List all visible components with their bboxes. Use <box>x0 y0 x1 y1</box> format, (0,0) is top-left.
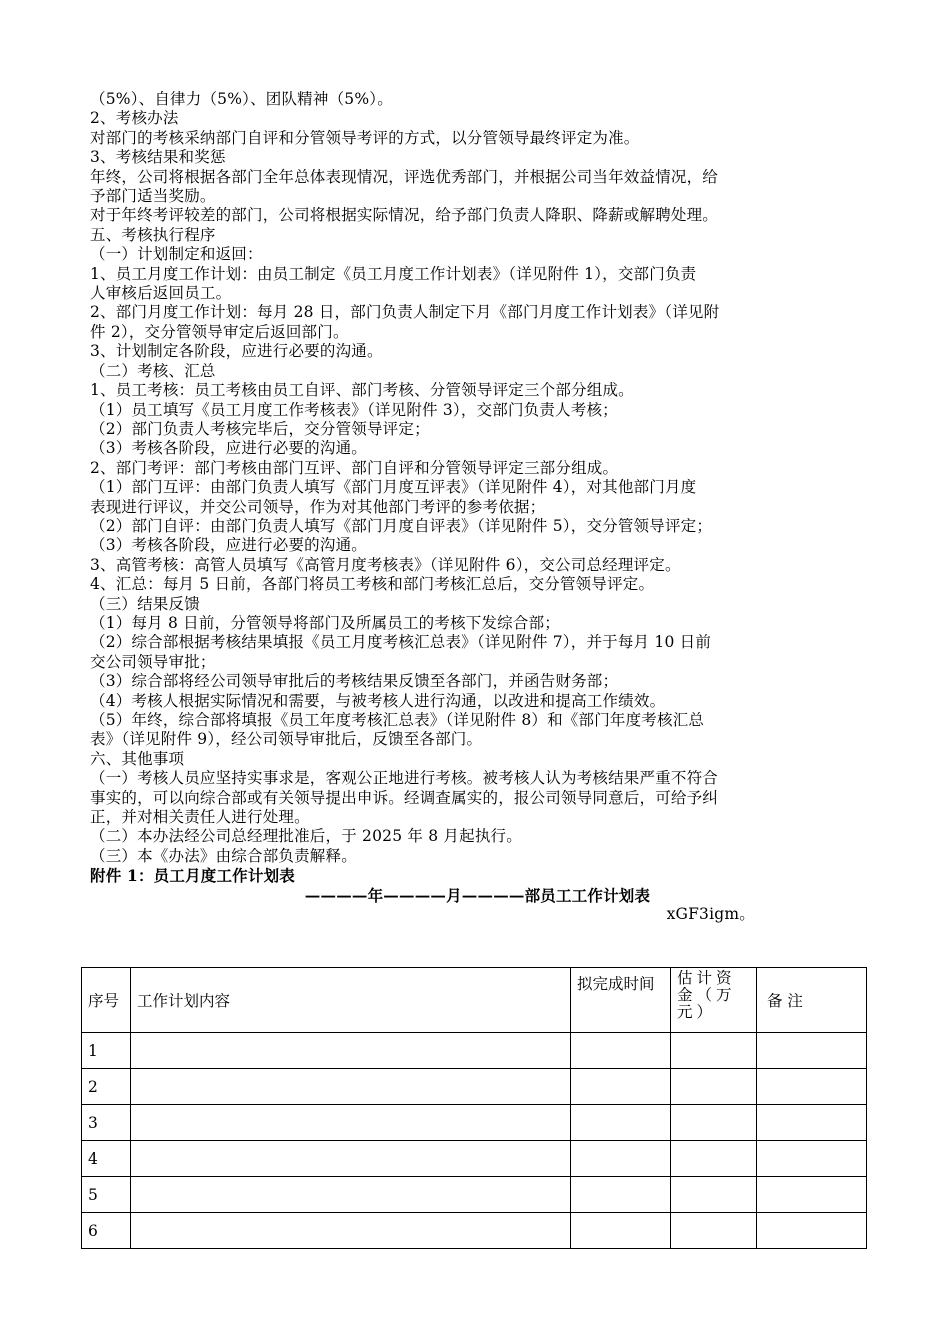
text-line: 对于年终考评较差的部门，公司将根据实际情况，给予部门负责人降职、降薪或解聘处理。 <box>90 206 719 225</box>
table-cell <box>757 1105 867 1141</box>
table-cell <box>671 1213 757 1249</box>
text-line: 2、部门月度工作计划：每月 28 日，部门负责人制定下月《部门月度工作计划表》（详见附 <box>90 303 720 322</box>
text-line: 1、员工月度工作计划：由员工制定《员工月度工作计划表》（详见附件 1），交部门负责 <box>90 264 697 283</box>
row-number: 3 <box>82 1105 131 1141</box>
table-cell <box>571 1213 671 1249</box>
text-line: 年终，公司将根据各部门全年总体表现情况，评选优秀部门，并根据公司当年效益情况，给 <box>90 167 719 186</box>
table-body <box>82 1033 867 1249</box>
table-row <box>82 1069 867 1105</box>
table-cell <box>757 1177 867 1213</box>
table-cell <box>671 1177 757 1213</box>
table-row <box>82 1177 867 1213</box>
table-row <box>82 1105 867 1141</box>
table-cell <box>571 1105 671 1141</box>
text-line: 2、部门考评：部门考核由部门互评、部门自评和分管领导评定三部分组成。 <box>90 458 619 477</box>
text-line: 3、计划制定各阶段，应进行必要的沟通。 <box>90 342 383 361</box>
row-number: 1 <box>82 1033 131 1069</box>
text-line: 2、考核办法 <box>90 109 179 128</box>
header-remarks: 备 注 <box>757 968 867 1033</box>
work-plan-table <box>81 967 867 1249</box>
row-number: 6 <box>82 1213 131 1249</box>
table-cell <box>671 1069 757 1105</box>
text-line: （一）计划制定和返回： <box>90 245 263 264</box>
text-line: 人审核后返回员工。 <box>90 284 232 303</box>
text-line: 4、汇总：每月 5 日前，各部门将员工考核和部门考核汇总后，交分管领导评定。 <box>90 575 655 594</box>
header-funds: 估计资金（万元） <box>671 968 757 1033</box>
text-line: （2）部门负责人考核完毕后，交分管领导评定； <box>90 419 430 438</box>
text-line: 五、考核执行程序 <box>90 225 216 244</box>
text-line: 六、其他事项 <box>90 749 185 768</box>
text-line: （1）每月 8 日前，分管领导将部门及所属员工的考核下发综合部； <box>90 613 560 632</box>
table-cell <box>757 1069 867 1105</box>
table-row <box>82 1141 867 1177</box>
table-title: ————年————月————部员工工作计划表 <box>304 885 651 905</box>
text-line: （5）年终，综合部将填报《员工年度考核汇总表》（详见附件 8）和《部门年度考核汇总 <box>90 711 705 729</box>
table-cell <box>757 1141 867 1177</box>
text-line: （一）考核人员应坚持实事求是，客观公正地进行考核。被考核人认为考核结果严重不符合 <box>90 769 719 788</box>
table-cell <box>131 1033 571 1069</box>
text-line: 交公司领导审批； <box>90 652 216 671</box>
table-header-row <box>82 968 867 1033</box>
table-cell <box>571 1033 671 1069</box>
text-line: （3）综合部将经公司领导审批后的考核结果反馈至各部门，并函告财务部； <box>90 672 619 691</box>
table-cell <box>571 1069 671 1105</box>
table-cell <box>131 1105 571 1141</box>
text-line: （3）考核各阶段，应进行必要的沟通。 <box>90 536 367 555</box>
table-cell <box>757 1033 867 1069</box>
table-row <box>82 1033 867 1069</box>
text-line: （1）部门互评：由部门负责人填写《部门月度互评表》（详见附件 4），对其他部门月度 <box>90 478 697 497</box>
text-line: （二）考核、汇总 <box>90 361 216 380</box>
text-line: （2）部门自评：由部门负责人填写《部门月度自评表》（详见附件 5），交分管领导评定； <box>90 516 713 535</box>
table-cell <box>131 1213 571 1249</box>
text-line: （1）员工填写《员工月度工作考核表》（详见附件 3），交部门负责人考核； <box>90 400 618 419</box>
header-content: 工作计划内容 <box>131 968 571 1033</box>
row-number: 5 <box>82 1177 131 1213</box>
header-deadline: 拟完成时间 <box>571 968 671 1033</box>
table-cell <box>671 1141 757 1177</box>
table-cell <box>571 1177 671 1213</box>
text-line: 事实的，可以向综合部或有关领导提出申诉。经调查属实的，报公司领导同意后，可给予纠 <box>90 788 719 807</box>
text-line: （2）综合部根据考核结果填报《员工月度考核汇总表》（详见附件 7），并于每月 10 日前 <box>90 633 712 652</box>
table-cell <box>131 1069 571 1105</box>
text-line: 表》（详见附件 9），经公司领导审批后，反馈至各部门。 <box>90 730 483 749</box>
text-line: （三）结果反馈 <box>90 594 200 613</box>
row-number: 2 <box>82 1069 131 1105</box>
table-cell <box>671 1033 757 1069</box>
text-line: （三）本《办法》由综合部负责解释。 <box>90 846 357 865</box>
text-line: 3、考核结果和奖惩 <box>90 148 226 167</box>
text-line: 正，并对相关责任人进行处理。 <box>90 808 310 827</box>
table-cell <box>671 1105 757 1141</box>
text-line: （二）本办法经公司总经理批准后，于 2025 年 8 月起执行。 <box>90 827 522 846</box>
header-seq: 序号 <box>82 968 131 1033</box>
table-cell <box>131 1177 571 1213</box>
table-cell <box>131 1141 571 1177</box>
text-line: 对部门的考核采纳部门自评和分管领导考评的方式，以分管领导最终评定为准。 <box>90 128 640 147</box>
paragraph-lines <box>90 90 865 866</box>
attachment-heading: 附件 1：员工月度工作计划表 <box>90 866 295 886</box>
text-line: 3、高管考核：高管人员填写《高管月度考核表》（详见附件 6），交公司总经理评定。 <box>90 555 681 574</box>
document-body <box>90 90 865 923</box>
table-cell <box>757 1213 867 1249</box>
text-line: 表现进行评议，并交公司领导，作为对其他部门考评的参考依据； <box>90 497 546 516</box>
table-row <box>82 1213 867 1249</box>
text-line: （3）考核各阶段，应进行必要的沟通。 <box>90 439 367 458</box>
table-suffix: xGF3igm。 <box>666 905 755 924</box>
text-line: 件 2），交分管领导审定后返回部门。 <box>90 322 349 341</box>
text-line: （4）考核人根据实际情况和需要，与被考核人进行沟通，以改进和提高工作绩效。 <box>90 691 666 710</box>
row-number: 4 <box>82 1141 131 1177</box>
text-line: （5%）、自律力（5%）、团队精神（5%）。 <box>90 90 393 108</box>
table-cell <box>571 1141 671 1177</box>
text-line: 予部门适当奖励。 <box>90 187 216 206</box>
text-line: 1、员工考核：员工考核由员工自评、部门考核、分管领导评定三个部分组成。 <box>90 381 634 400</box>
